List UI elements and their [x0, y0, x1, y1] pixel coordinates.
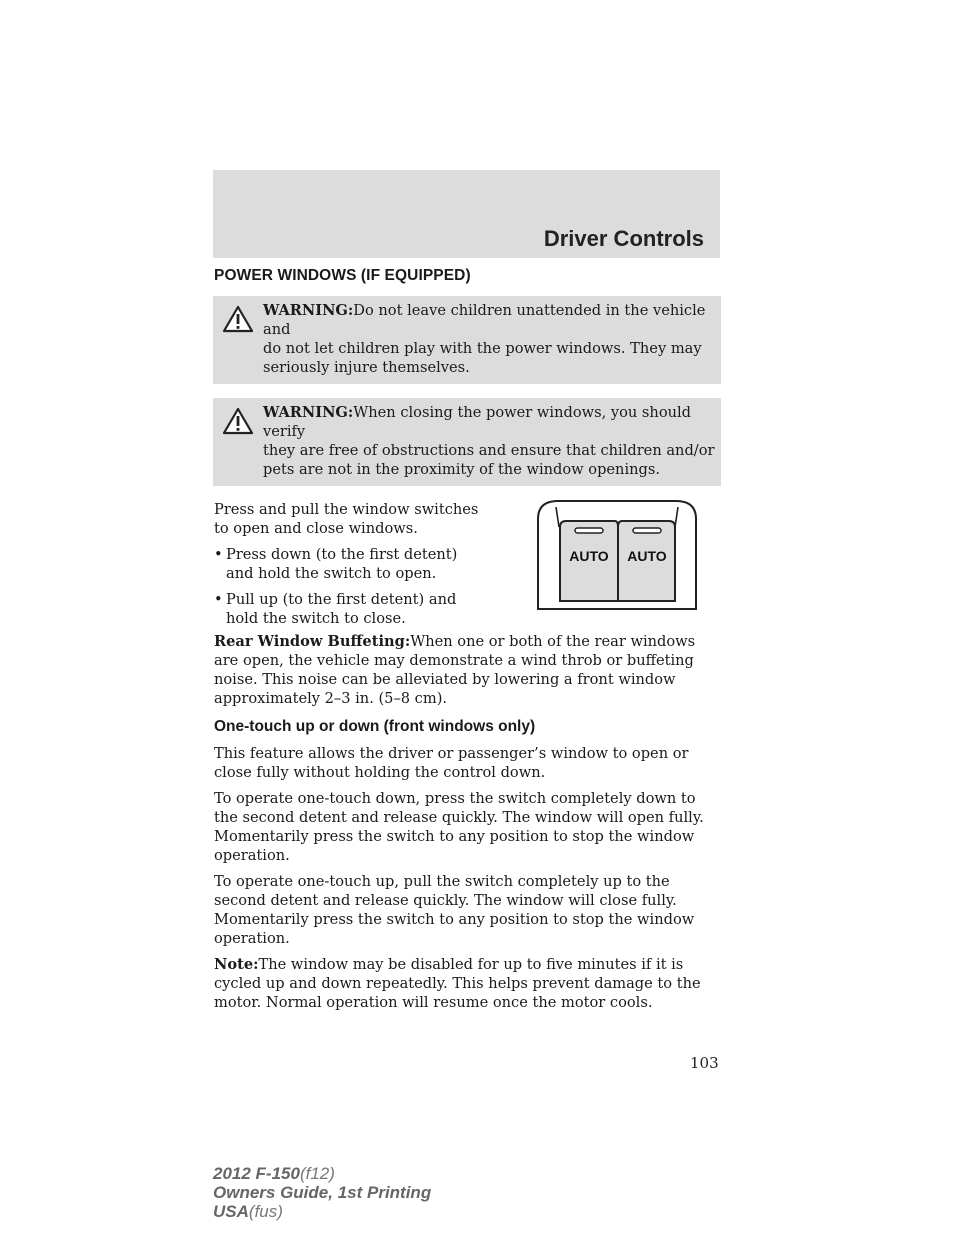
- intro-text: Press and pull the window switches to open and close windows.: [214, 501, 479, 537]
- footer-model: 2012 F-150: [213, 1164, 300, 1183]
- list-item-text: Pull up (to the first detent) and hold the switch to close.: [226, 591, 457, 627]
- warning-triangle-icon: [222, 407, 254, 435]
- note-paragraph: [214, 955, 720, 1012]
- footer-market: USA: [213, 1202, 249, 1221]
- paragraph: This feature allows the driver or passenger’s window to open or close fully without holding the control down.: [214, 745, 689, 781]
- bullet-icon: •: [214, 591, 223, 608]
- page-content: [214, 267, 720, 1019]
- page-number: 103: [690, 1054, 719, 1072]
- buffeting-label: Rear Window Buffeting:: [214, 633, 411, 650]
- subheading: One-touch up or down (front windows only): [214, 718, 536, 735]
- warning-text: do not let children play with the power windows. They may seriously injure themselves.: [263, 340, 702, 376]
- auto-label-right: AUTO: [627, 548, 667, 564]
- warning-box-1: [213, 296, 721, 384]
- window-switch-illustration: [532, 497, 702, 613]
- note-text: The window may be disabled for up to five minutes if it is cycled up and down repeatedly. This helps prevent damage to the motor. Normal operation will resume once the motor cools.: [214, 956, 701, 1011]
- header-band: [213, 170, 720, 258]
- note-label: Note:: [214, 956, 259, 973]
- footer-market-code: (fus): [248, 1202, 283, 1221]
- warning-text-first-line: When closing the power windows, you should verify: [263, 404, 692, 440]
- paragraph: To operate one-touch down, press the switch completely down to the second detent and release quickly. The window will open fully. Momentarily press the switch to any position to stop the window operation.: [214, 790, 704, 864]
- warning-text-first-line: Do not leave children unattended in the vehicle and: [263, 302, 706, 338]
- bullet-icon: •: [214, 546, 223, 563]
- warning-triangle-icon: [222, 305, 254, 333]
- paragraph: To operate one-touch up, pull the switch completely up to the second detent and release quickly. The window will close fully. Momentarily press the switch to any position to stop the window operation.: [214, 873, 695, 947]
- footer-guide: Owners Guide, 1st Printing: [213, 1183, 432, 1202]
- auto-label-left: AUTO: [569, 548, 609, 564]
- warning-box-2: [213, 398, 721, 486]
- footer-model-code: (f12): [299, 1164, 335, 1183]
- warning-text: they are free of obstructions and ensure that children and/or pets are not in the proximity of the window openings.: [263, 442, 715, 478]
- list-item: [214, 590, 479, 628]
- buffeting-paragraph: [214, 632, 720, 708]
- list-item: [214, 545, 479, 583]
- page-heading: POWER WINDOWS (IF EQUIPPED): [214, 267, 471, 284]
- warning-label: WARNING:: [263, 302, 354, 319]
- list-item-text: Press down (to the first detent) and hold the switch to open.: [226, 546, 458, 582]
- intro-section: [214, 500, 720, 632]
- warning-label: WARNING:: [263, 404, 354, 421]
- section-title: Driver Controls: [543, 226, 704, 251]
- footer: [213, 1164, 431, 1221]
- buffeting-text: When one or both of the rear windows are open, the vehicle may demonstrate a wind throb or buffeting noise. This noise can be alleviated by lowering a front window approximately 2–3 in. (5–8 cm).: [214, 633, 696, 707]
